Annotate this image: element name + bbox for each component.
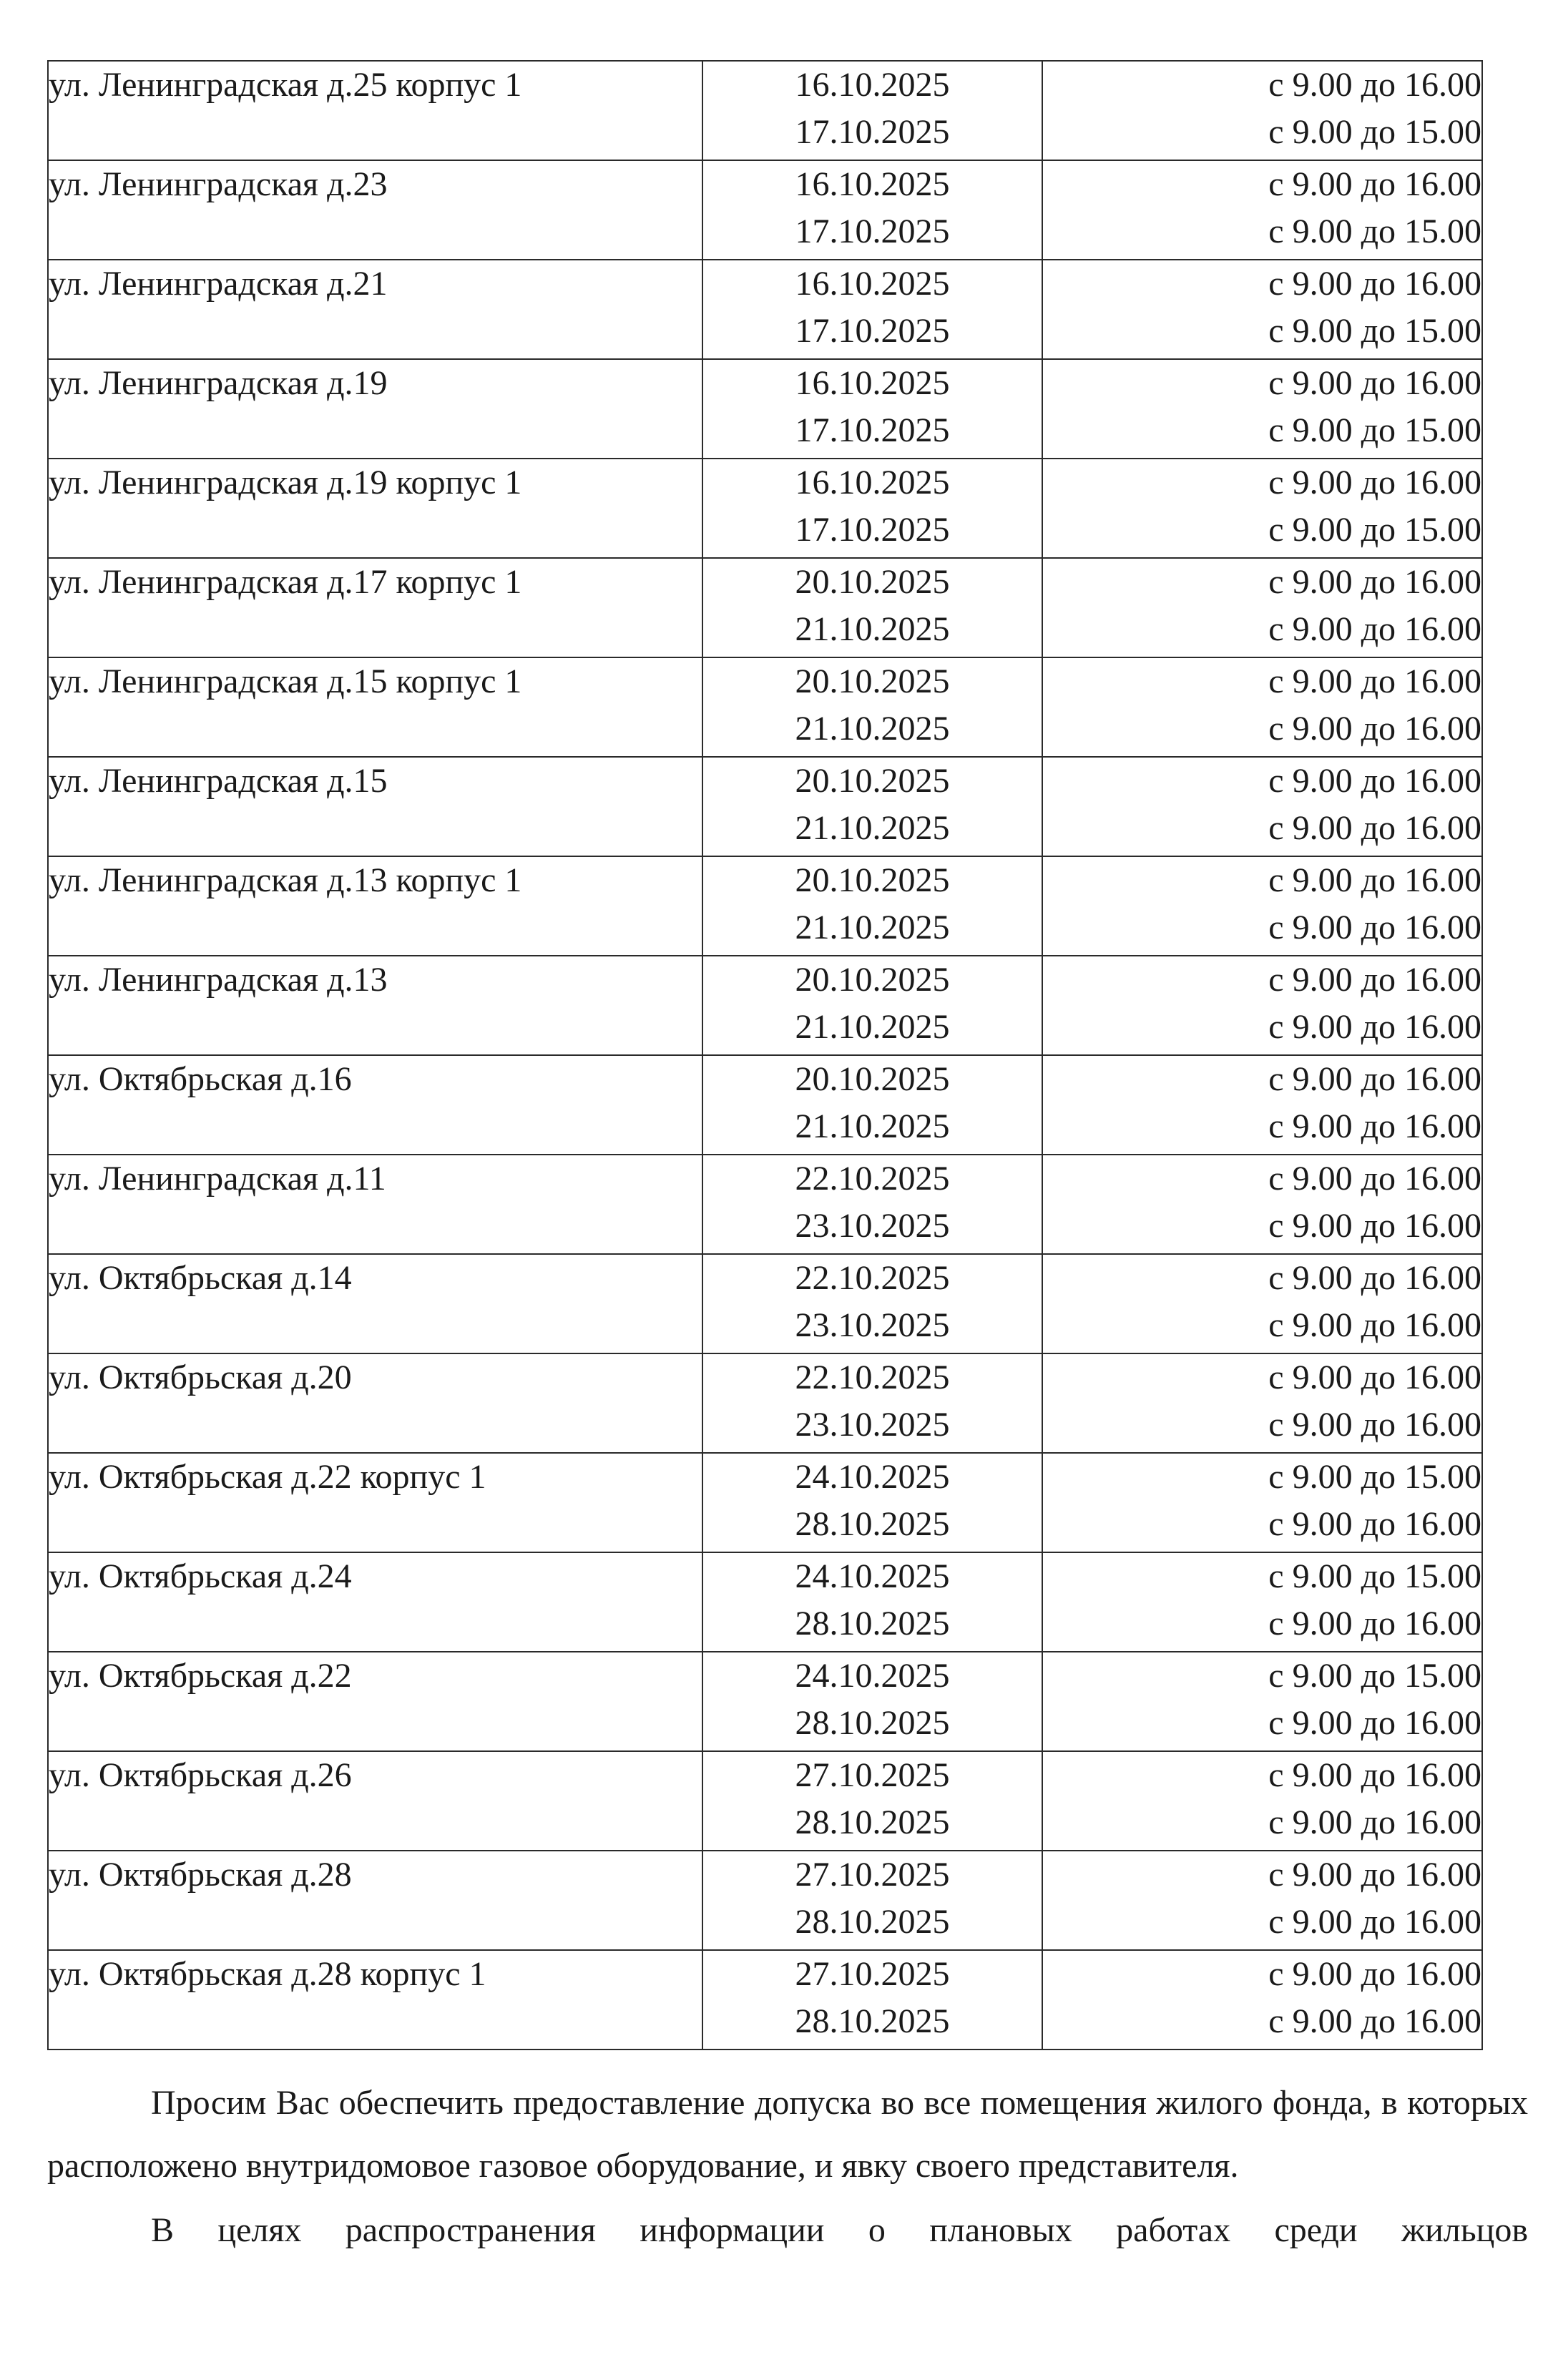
schedule-table — [47, 60, 1483, 2050]
address-cell — [48, 1055, 702, 1155]
address-text: ул. Октябрьская д.22 корпус 1 — [49, 1458, 486, 1496]
table-row — [48, 1155, 1482, 1254]
date-text: 23.10.2025 — [795, 1207, 950, 1245]
times-cell — [1042, 956, 1482, 1055]
time-range-text: с 9.00 до 16.00 — [1268, 66, 1481, 104]
table-row — [48, 1353, 1482, 1453]
times-cell — [1042, 558, 1482, 657]
address-cell — [48, 1155, 702, 1254]
date-text: 21.10.2025 — [795, 610, 950, 648]
date-text: 27.10.2025 — [795, 1856, 950, 1894]
table-row — [48, 757, 1482, 856]
time-range-text: с 9.00 до 15.00 — [1268, 212, 1481, 250]
date-text: 16.10.2025 — [795, 165, 950, 203]
address-text: ул. Ленинградская д.25 корпус 1 — [49, 66, 522, 104]
address-text: ул. Октябрьская д.28 корпус 1 — [49, 1955, 486, 1993]
table-row — [48, 160, 1482, 260]
time-range-text: с 9.00 до 15.00 — [1268, 1458, 1481, 1496]
date-text: 28.10.2025 — [795, 1803, 950, 1841]
table-row — [48, 558, 1482, 657]
date-text: 22.10.2025 — [795, 1358, 950, 1396]
letter-text — [47, 2072, 1528, 2263]
address-text: ул. Ленинградская д.17 корпус 1 — [49, 563, 522, 601]
times-cell — [1042, 1453, 1482, 1552]
time-range-text: с 9.00 до 16.00 — [1268, 610, 1481, 648]
date-text: 16.10.2025 — [795, 66, 950, 104]
time-range-text: с 9.00 до 16.00 — [1268, 165, 1481, 203]
address-text: ул. Ленинградская д.15 корпус 1 — [49, 662, 522, 700]
date-text: 22.10.2025 — [795, 1160, 950, 1198]
address-cell — [48, 757, 702, 856]
date-text: 17.10.2025 — [795, 212, 950, 250]
address-cell — [48, 956, 702, 1055]
address-text: ул. Октябрьская д.22 — [49, 1657, 352, 1695]
time-range-text: с 9.00 до 15.00 — [1268, 1657, 1481, 1695]
address-text: ул. Октябрьская д.28 — [49, 1856, 352, 1894]
date-text: 20.10.2025 — [795, 662, 950, 700]
time-range-text: с 9.00 до 16.00 — [1268, 710, 1481, 748]
time-range-text: с 9.00 до 16.00 — [1268, 1358, 1481, 1396]
time-range-text: с 9.00 до 16.00 — [1268, 364, 1481, 402]
dates-cell — [702, 1254, 1042, 1353]
address-text: ул. Октябрьская д.14 — [49, 1259, 352, 1297]
time-range-text: с 9.00 до 16.00 — [1268, 1306, 1481, 1344]
date-text: 28.10.2025 — [795, 1605, 950, 1642]
time-range-text: с 9.00 до 15.00 — [1268, 113, 1481, 151]
table-row — [48, 1950, 1482, 2050]
address-cell — [48, 459, 702, 558]
address-cell — [48, 61, 702, 160]
times-cell — [1042, 459, 1482, 558]
address-text: ул. Ленинградская д.23 — [49, 165, 388, 203]
time-range-text: с 9.00 до 16.00 — [1268, 1406, 1481, 1444]
times-cell — [1042, 1155, 1482, 1254]
time-range-text: с 9.00 до 16.00 — [1268, 1903, 1481, 1941]
address-cell — [48, 1552, 702, 1652]
address-text: ул. Ленинградская д.19 корпус 1 — [49, 464, 522, 501]
date-text: 20.10.2025 — [795, 861, 950, 899]
times-cell — [1042, 1055, 1482, 1155]
date-text: 23.10.2025 — [795, 1406, 950, 1444]
times-cell — [1042, 160, 1482, 260]
date-text: 20.10.2025 — [795, 1060, 950, 1098]
date-text: 20.10.2025 — [795, 762, 950, 800]
address-cell — [48, 856, 702, 956]
date-text: 24.10.2025 — [795, 1458, 950, 1496]
times-cell — [1042, 1552, 1482, 1652]
time-range-text: с 9.00 до 16.00 — [1268, 809, 1481, 847]
dates-cell — [702, 1055, 1042, 1155]
dates-cell — [702, 757, 1042, 856]
address-cell — [48, 160, 702, 260]
dates-cell — [702, 1851, 1042, 1950]
time-range-text: с 9.00 до 16.00 — [1268, 1955, 1481, 1993]
date-text: 17.10.2025 — [795, 511, 950, 549]
time-range-text: с 9.00 до 16.00 — [1268, 662, 1481, 700]
time-range-text: с 9.00 до 16.00 — [1268, 563, 1481, 601]
date-text: 17.10.2025 — [795, 113, 950, 151]
table-row — [48, 1254, 1482, 1353]
dates-cell — [702, 956, 1042, 1055]
schedule-table-body — [48, 61, 1482, 2050]
time-range-text: с 9.00 до 16.00 — [1268, 762, 1481, 800]
date-text: 27.10.2025 — [795, 1756, 950, 1794]
time-range-text: с 9.00 до 15.00 — [1268, 1557, 1481, 1595]
dates-cell — [702, 359, 1042, 459]
table-row — [48, 856, 1482, 956]
address-cell — [48, 359, 702, 459]
date-text: 28.10.2025 — [795, 1704, 950, 1742]
date-text: 24.10.2025 — [795, 1557, 950, 1595]
date-text: 27.10.2025 — [795, 1955, 950, 1993]
time-range-text: с 9.00 до 16.00 — [1268, 2002, 1481, 2040]
address-text: ул. Ленинградская д.11 — [49, 1160, 386, 1198]
time-range-text: с 9.00 до 16.00 — [1268, 1259, 1481, 1297]
address-cell — [48, 1950, 702, 2050]
table-row — [48, 657, 1482, 757]
address-text: ул. Октябрьская д.16 — [49, 1060, 352, 1098]
time-range-text: с 9.00 до 16.00 — [1268, 1803, 1481, 1841]
date-text: 20.10.2025 — [795, 961, 950, 999]
address-text: ул. Октябрьская д.20 — [49, 1358, 352, 1396]
date-text: 21.10.2025 — [795, 909, 950, 946]
times-cell — [1042, 1851, 1482, 1950]
date-text: 23.10.2025 — [795, 1306, 950, 1344]
address-text: ул. Ленинградская д.13 — [49, 961, 388, 999]
times-cell — [1042, 1652, 1482, 1751]
paragraph-information: В целях распространения информации о плановых работах среди жильцов — [151, 2211, 1528, 2249]
time-range-text: с 9.00 до 15.00 — [1268, 411, 1481, 449]
dates-cell — [702, 1652, 1042, 1751]
date-text: 17.10.2025 — [795, 312, 950, 350]
address-cell — [48, 1353, 702, 1453]
table-row — [48, 1652, 1482, 1751]
time-range-text: с 9.00 до 15.00 — [1268, 511, 1481, 549]
dates-cell — [702, 856, 1042, 956]
date-text: 21.10.2025 — [795, 710, 950, 748]
address-text: ул. Ленинградская д.13 корпус 1 — [49, 861, 522, 899]
time-range-text: с 9.00 до 16.00 — [1268, 861, 1481, 899]
dates-cell — [702, 1751, 1042, 1851]
times-cell — [1042, 757, 1482, 856]
table-row — [48, 956, 1482, 1055]
table-row — [48, 1552, 1482, 1652]
address-text: ул. Ленинградская д.19 — [49, 364, 388, 402]
date-text: 21.10.2025 — [795, 809, 950, 847]
time-range-text: с 9.00 до 16.00 — [1268, 909, 1481, 946]
time-range-text: с 9.00 до 16.00 — [1268, 1008, 1481, 1046]
address-cell — [48, 1453, 702, 1552]
time-range-text: с 9.00 до 16.00 — [1268, 1107, 1481, 1145]
date-text: 22.10.2025 — [795, 1259, 950, 1297]
date-text: 16.10.2025 — [795, 464, 950, 501]
time-range-text: с 9.00 до 15.00 — [1268, 312, 1481, 350]
time-range-text: с 9.00 до 16.00 — [1268, 961, 1481, 999]
table-row — [48, 1851, 1482, 1950]
table-row — [48, 359, 1482, 459]
address-cell — [48, 657, 702, 757]
time-range-text: с 9.00 до 16.00 — [1268, 265, 1481, 303]
address-text: ул. Ленинградская д.15 — [49, 762, 388, 800]
date-text: 16.10.2025 — [795, 265, 950, 303]
address-cell — [48, 1254, 702, 1353]
times-cell — [1042, 1353, 1482, 1453]
address-cell — [48, 558, 702, 657]
table-row — [48, 260, 1482, 359]
dates-cell — [702, 558, 1042, 657]
table-row — [48, 1453, 1482, 1552]
address-cell — [48, 1751, 702, 1851]
date-text: 17.10.2025 — [795, 411, 950, 449]
table-row — [48, 459, 1482, 558]
paragraph-access-request: Просим Вас обеспечить предоставление допуска во все помещения жилого фонда, в которых расположено внутридомовое газовое оборудование, и явку своего представителя. — [47, 2084, 1528, 2185]
times-cell — [1042, 856, 1482, 956]
dates-cell — [702, 1950, 1042, 2050]
dates-cell — [702, 160, 1042, 260]
date-text: 28.10.2025 — [795, 1903, 950, 1941]
times-cell — [1042, 260, 1482, 359]
times-cell — [1042, 1950, 1482, 2050]
time-range-text: с 9.00 до 16.00 — [1268, 1060, 1481, 1098]
address-text: ул. Октябрьская д.24 — [49, 1557, 352, 1595]
date-text: 21.10.2025 — [795, 1008, 950, 1046]
address-cell — [48, 1652, 702, 1751]
table-row — [48, 1055, 1482, 1155]
times-cell — [1042, 359, 1482, 459]
time-range-text: с 9.00 до 16.00 — [1268, 1605, 1481, 1642]
table-row — [48, 1751, 1482, 1851]
time-range-text: с 9.00 до 16.00 — [1268, 1505, 1481, 1543]
time-range-text: с 9.00 до 16.00 — [1268, 1856, 1481, 1894]
address-cell — [48, 1851, 702, 1950]
time-range-text: с 9.00 до 16.00 — [1268, 1756, 1481, 1794]
dates-cell — [702, 1353, 1042, 1453]
dates-cell — [702, 61, 1042, 160]
dates-cell — [702, 657, 1042, 757]
address-text: ул. Ленинградская д.21 — [49, 265, 388, 303]
dates-cell — [702, 1552, 1042, 1652]
times-cell — [1042, 1254, 1482, 1353]
times-cell — [1042, 657, 1482, 757]
address-text: ул. Октябрьская д.26 — [49, 1756, 352, 1794]
date-text: 20.10.2025 — [795, 563, 950, 601]
time-range-text: с 9.00 до 16.00 — [1268, 1704, 1481, 1742]
date-text: 24.10.2025 — [795, 1657, 950, 1695]
date-text: 28.10.2025 — [795, 1505, 950, 1543]
dates-cell — [702, 1155, 1042, 1254]
time-range-text: с 9.00 до 16.00 — [1268, 1160, 1481, 1198]
time-range-text: с 9.00 до 16.00 — [1268, 1207, 1481, 1245]
dates-cell — [702, 1453, 1042, 1552]
table-row — [48, 61, 1482, 160]
dates-cell — [702, 260, 1042, 359]
dates-cell — [702, 459, 1042, 558]
date-text: 16.10.2025 — [795, 364, 950, 402]
address-cell — [48, 260, 702, 359]
time-range-text: с 9.00 до 16.00 — [1268, 464, 1481, 501]
date-text: 21.10.2025 — [795, 1107, 950, 1145]
times-cell — [1042, 61, 1482, 160]
times-cell — [1042, 1751, 1482, 1851]
date-text: 28.10.2025 — [795, 2002, 950, 2040]
